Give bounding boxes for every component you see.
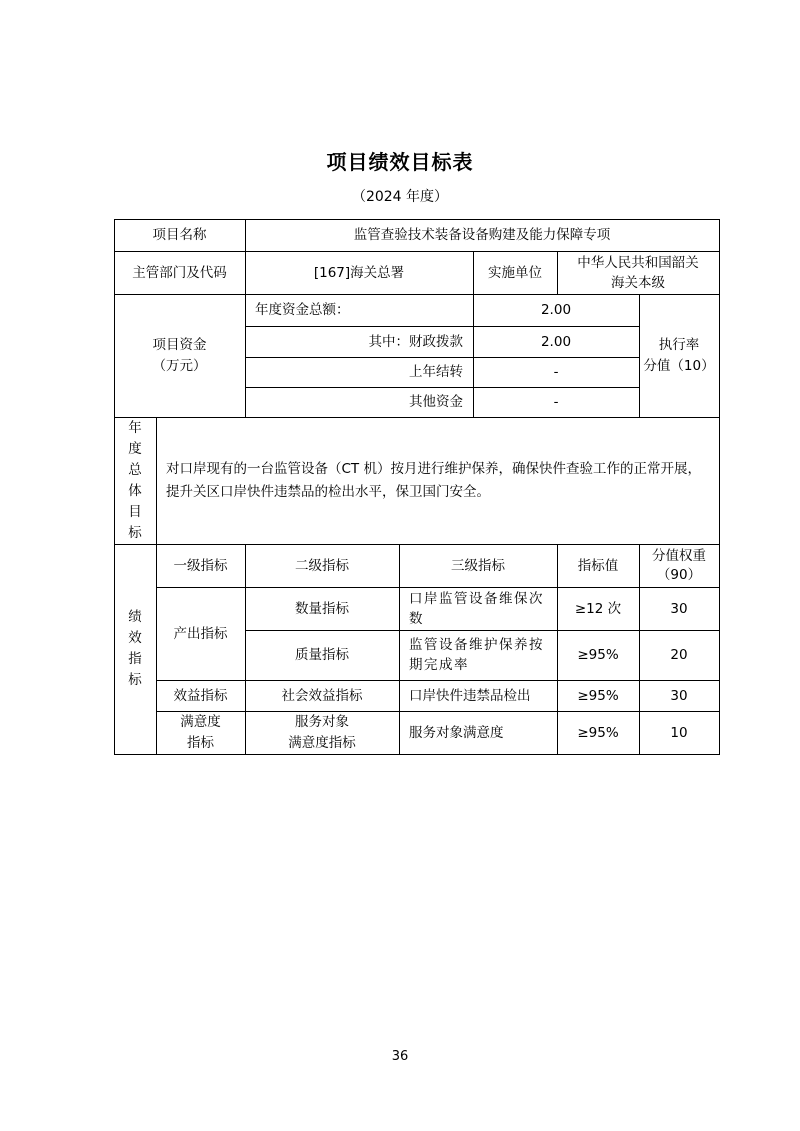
goal-label xyxy=(114,417,156,544)
header-weight-line1: 分值权重 xyxy=(652,547,706,564)
level2-line1: 服务对象 xyxy=(295,713,349,730)
goal-label-char: 年 xyxy=(128,419,142,436)
goal-label-char: 总 xyxy=(128,461,142,478)
perf-label-char: 绩 xyxy=(128,609,142,625)
weight-cell: 10 xyxy=(670,724,688,741)
exec-rate-line1: 执行率 xyxy=(658,336,700,353)
value-cell: ≥12 次 xyxy=(574,600,622,617)
goal-label-char: 标 xyxy=(128,524,142,541)
funds-label xyxy=(114,294,245,417)
perf-label xyxy=(114,544,156,754)
goal-label-char: 目 xyxy=(128,503,142,520)
header-weight-line2: （90） xyxy=(656,566,702,583)
funds-label-line2: （万元） xyxy=(152,357,207,374)
level3-cell: 口岸监管设备维保次数 xyxy=(409,590,544,627)
goal-label-char: 体 xyxy=(128,482,142,499)
page-title: 项目绩效目标表 xyxy=(326,150,474,174)
output-indicator-label: 产出指标 xyxy=(173,625,228,642)
level3-cell: 服务对象满意度 xyxy=(409,724,504,741)
satisfaction-indicator-label xyxy=(156,711,245,754)
annual-total-label: 年度资金总额： xyxy=(255,302,350,318)
page-number: 36 xyxy=(391,1049,409,1064)
dept-value: [167]海关总署 xyxy=(313,264,405,281)
annual-total-value: 2.00 xyxy=(540,302,572,318)
level3-cell: 监管设备维护保养按期完成率 xyxy=(409,637,544,673)
other-funds-value: - xyxy=(553,394,559,410)
header-value: 指标值 xyxy=(577,557,619,574)
value-cell: ≥95% xyxy=(577,687,619,704)
carryover-label: 上年结转 xyxy=(409,364,463,380)
satisfaction-label-line1: 满意度 xyxy=(180,713,221,730)
header-level2: 二级指标 xyxy=(295,557,349,574)
perf-label-char: 指 xyxy=(128,651,142,667)
header-level1: 一级指标 xyxy=(173,557,228,574)
goal-text: 对口岸现有的一台监管设备（CT 机）按月进行维护保养，确保快件查验工作的正常开展，提升关区口岸快件违禁品的检出水平，保卫国门安全。 xyxy=(166,460,701,500)
value-cell: ≥95% xyxy=(577,647,619,663)
level2-line2: 满意度指标 xyxy=(288,734,356,751)
carryover-value: - xyxy=(553,364,559,380)
impl-value: 中华人民共和国韶关海关本级 xyxy=(577,254,699,291)
goal-label-char: 度 xyxy=(128,440,142,457)
satisfaction-label-line2: 指标 xyxy=(187,734,214,751)
project-name-label: 项目名称 xyxy=(152,227,207,243)
funds-label-line1: 项目资金 xyxy=(152,336,207,353)
weight-cell: 30 xyxy=(670,600,688,617)
dept-label: 主管部门及代码 xyxy=(132,264,227,281)
level2-cell xyxy=(245,711,399,754)
fiscal-label: 其中：财政拨款 xyxy=(368,333,463,350)
fiscal-value: 2.00 xyxy=(540,333,572,350)
page-subtitle: （2024 年度） xyxy=(351,189,449,205)
benefit-indicator-label: 效益指标 xyxy=(173,687,228,704)
value-cell: ≥95% xyxy=(577,724,619,741)
weight-cell: 20 xyxy=(670,647,688,663)
exec-rate-line2: 分值（10） xyxy=(643,357,715,374)
other-funds-label: 其他资金 xyxy=(409,394,463,410)
header-level3: 三级指标 xyxy=(451,557,505,574)
exec-rate-label xyxy=(639,294,719,417)
perf-label-char: 标 xyxy=(128,672,142,688)
weight-cell: 30 xyxy=(670,687,688,704)
perf-label-char: 效 xyxy=(128,630,142,646)
header-weight xyxy=(639,544,719,587)
level2-cell: 质量指标 xyxy=(295,647,349,663)
impl-label: 实施单位 xyxy=(488,264,542,281)
level2-cell: 数量指标 xyxy=(295,600,349,617)
level2-cell: 社会效益指标 xyxy=(281,687,363,704)
project-name-value: 监管查验技术装备设备购建及能力保障专项 xyxy=(353,227,611,243)
level3-cell: 口岸快件违禁品检出 xyxy=(409,687,531,704)
